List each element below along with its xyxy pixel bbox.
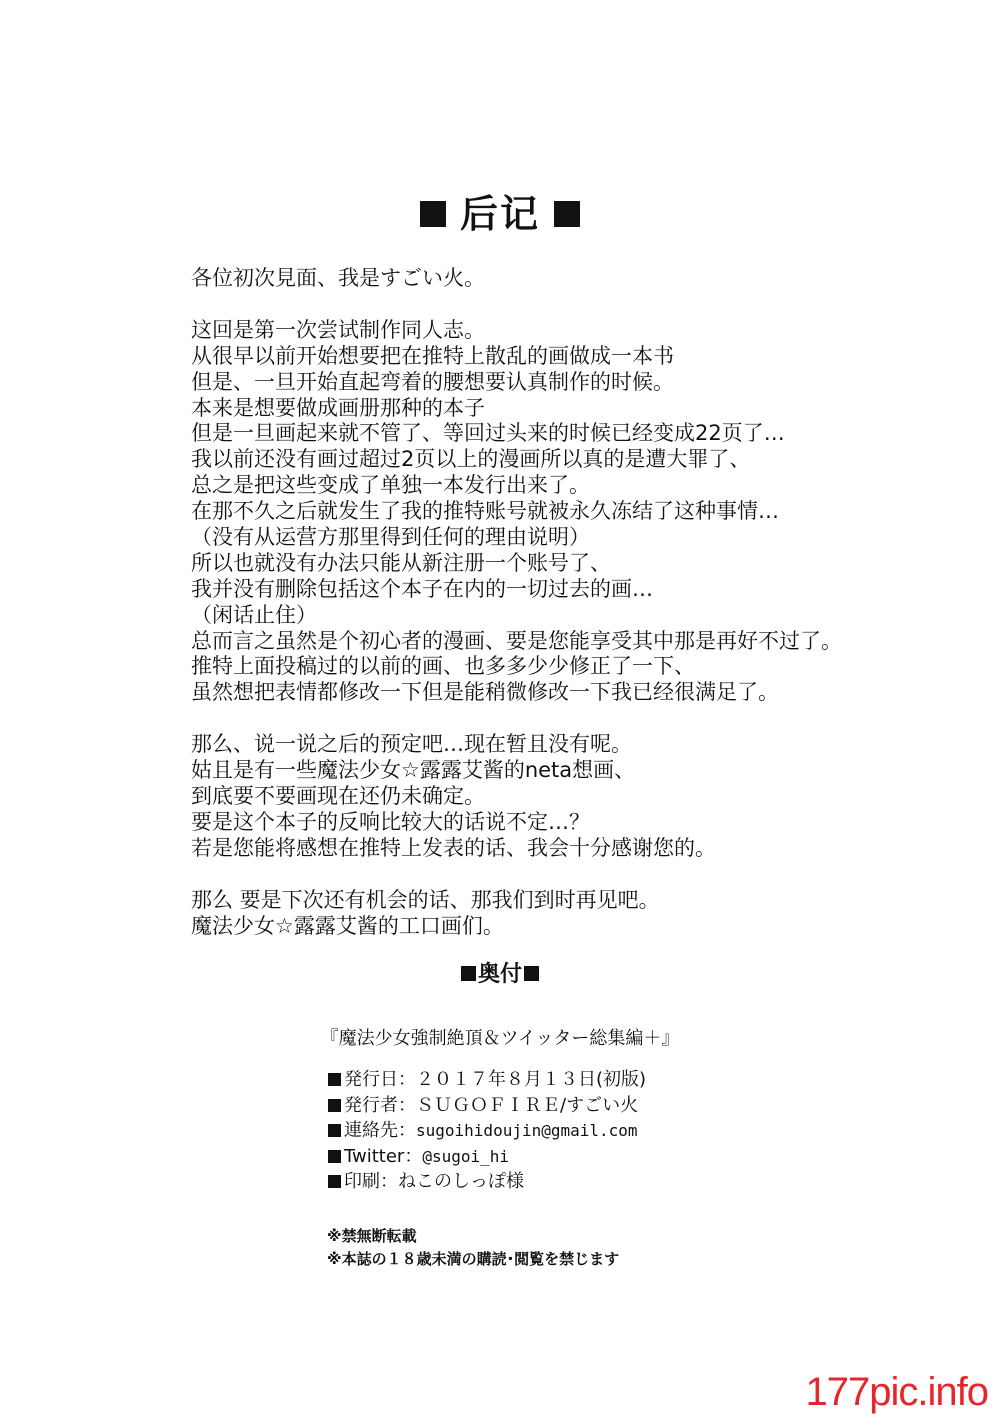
colophon-title: 奥付	[477, 962, 522, 987]
text-line: 所以也就没有办法只能从新注册一个账号了、	[191, 550, 611, 575]
colophon-label: 印刷：	[344, 1171, 398, 1192]
book-title: 『魔法少女強制絶頂＆ツイッター総集編＋』	[320, 1028, 680, 1049]
square-bullet-icon	[554, 201, 580, 227]
text-line: 从很早以前开始想要把在推特上散乱的画做成一本书	[191, 343, 674, 368]
afterword-heading	[0, 183, 1000, 238]
square-bullet-icon	[328, 1150, 341, 1163]
text-line: （闲话止住）	[191, 602, 317, 627]
colophon-value: sugoihidoujin@gmail.com	[416, 1121, 638, 1140]
text-line: 我以前还没有画过超过2页以上的漫画所以真的是遭大罪了、	[191, 447, 751, 472]
text-line: 推特上面投稿过的以前的画、也多多少少修正了一下、	[191, 654, 695, 679]
text-line: 本来是想要做成画册那种的本子	[191, 395, 485, 420]
afterword-paragraph	[191, 266, 931, 292]
text-line: 那么、说一说之后的预定吧…现在暂且没有呢。	[191, 732, 632, 757]
text-line: 但是、一旦开始直起弯着的腰想要认真制作的时候。	[191, 369, 674, 394]
text-line: 但是一旦画起来就不管了、等回过头来的时候已经变成22页了…	[191, 421, 785, 446]
text-line: 总而言之虽然是个初心者的漫画、要是您能享受其中那是再好不过了。	[191, 628, 842, 653]
colophon-label: 連絡先：	[344, 1120, 416, 1141]
notice-line: ※禁無断転載	[327, 1227, 417, 1245]
afterword-paragraph	[191, 318, 931, 706]
afterword-paragraph	[191, 732, 931, 861]
colophon-row	[328, 1118, 646, 1144]
text-line: 魔法少女☆露露艾酱的工口画们。	[191, 913, 504, 938]
colophon-row	[328, 1169, 646, 1195]
colophon-value: ＳＵＧＯＦＩＲＥ/すごい火	[416, 1094, 639, 1116]
colophon-notices	[327, 1225, 619, 1271]
colophon-row	[328, 1067, 646, 1093]
text-line: 姑且是有一些魔法少女☆露露艾酱的neta想画、	[191, 758, 636, 783]
square-bullet-icon	[328, 1099, 341, 1112]
afterword-body	[191, 266, 931, 939]
text-line: 要是这个本子的反响比较大的话说不定…？	[191, 809, 590, 834]
square-bullet-icon	[328, 1175, 341, 1188]
colophon-value: @sugoi_hi	[422, 1146, 510, 1166]
text-line: 各位初次見面、我是すごい火。	[191, 266, 485, 290]
colophon-value: ２０１７年８月１３日(初版)	[416, 1069, 647, 1090]
square-bullet-icon	[524, 966, 539, 981]
text-line: 若是您能将感想在推特上发表的话、我会十分感谢您的。	[191, 835, 716, 860]
text-line: 那么 要是下次还有机会的话、那我们到时再见吧。	[191, 887, 660, 912]
notice-line: ※本誌の１８歳未満の購読･閲覧を禁じます	[327, 1250, 620, 1268]
colophon-label: 発行日：	[344, 1069, 416, 1090]
text-line: 虽然想把表情都修改一下但是能稍微修改一下我已经很满足了。	[191, 680, 779, 705]
text-line: 在那不久之后就发生了我的推特账号就被永久冻结了这种事情…	[191, 499, 779, 524]
colophon-label: 発行者：	[344, 1094, 416, 1116]
square-bullet-icon	[328, 1124, 341, 1137]
colophon-value: ねこのしっぽ様	[398, 1171, 524, 1192]
square-bullet-icon	[420, 201, 446, 227]
colophon-row	[328, 1093, 646, 1119]
text-line: 我并没有删除包括这个本子在内的一切过去的画…	[191, 576, 653, 601]
colophon-row	[328, 1144, 646, 1170]
colophon-heading	[0, 957, 1000, 988]
text-line: 总之是把这些变成了单独一本发行出来了。	[191, 473, 590, 498]
text-line: 到底要不要画现在还仍未确定。	[191, 784, 485, 809]
square-bullet-icon	[328, 1073, 341, 1086]
text-line: （没有从运营方那里得到任何的理由说明）	[191, 525, 590, 550]
afterword-title: 后记	[459, 192, 540, 236]
colophon-info	[328, 1067, 646, 1195]
site-watermark: 177pic.info	[805, 1370, 988, 1414]
colophon-label: Twitter：	[344, 1145, 423, 1167]
text-line: 这回是第一次尝试制作同人志。	[191, 317, 485, 342]
square-bullet-icon	[461, 966, 476, 981]
afterword-paragraph	[191, 888, 931, 940]
